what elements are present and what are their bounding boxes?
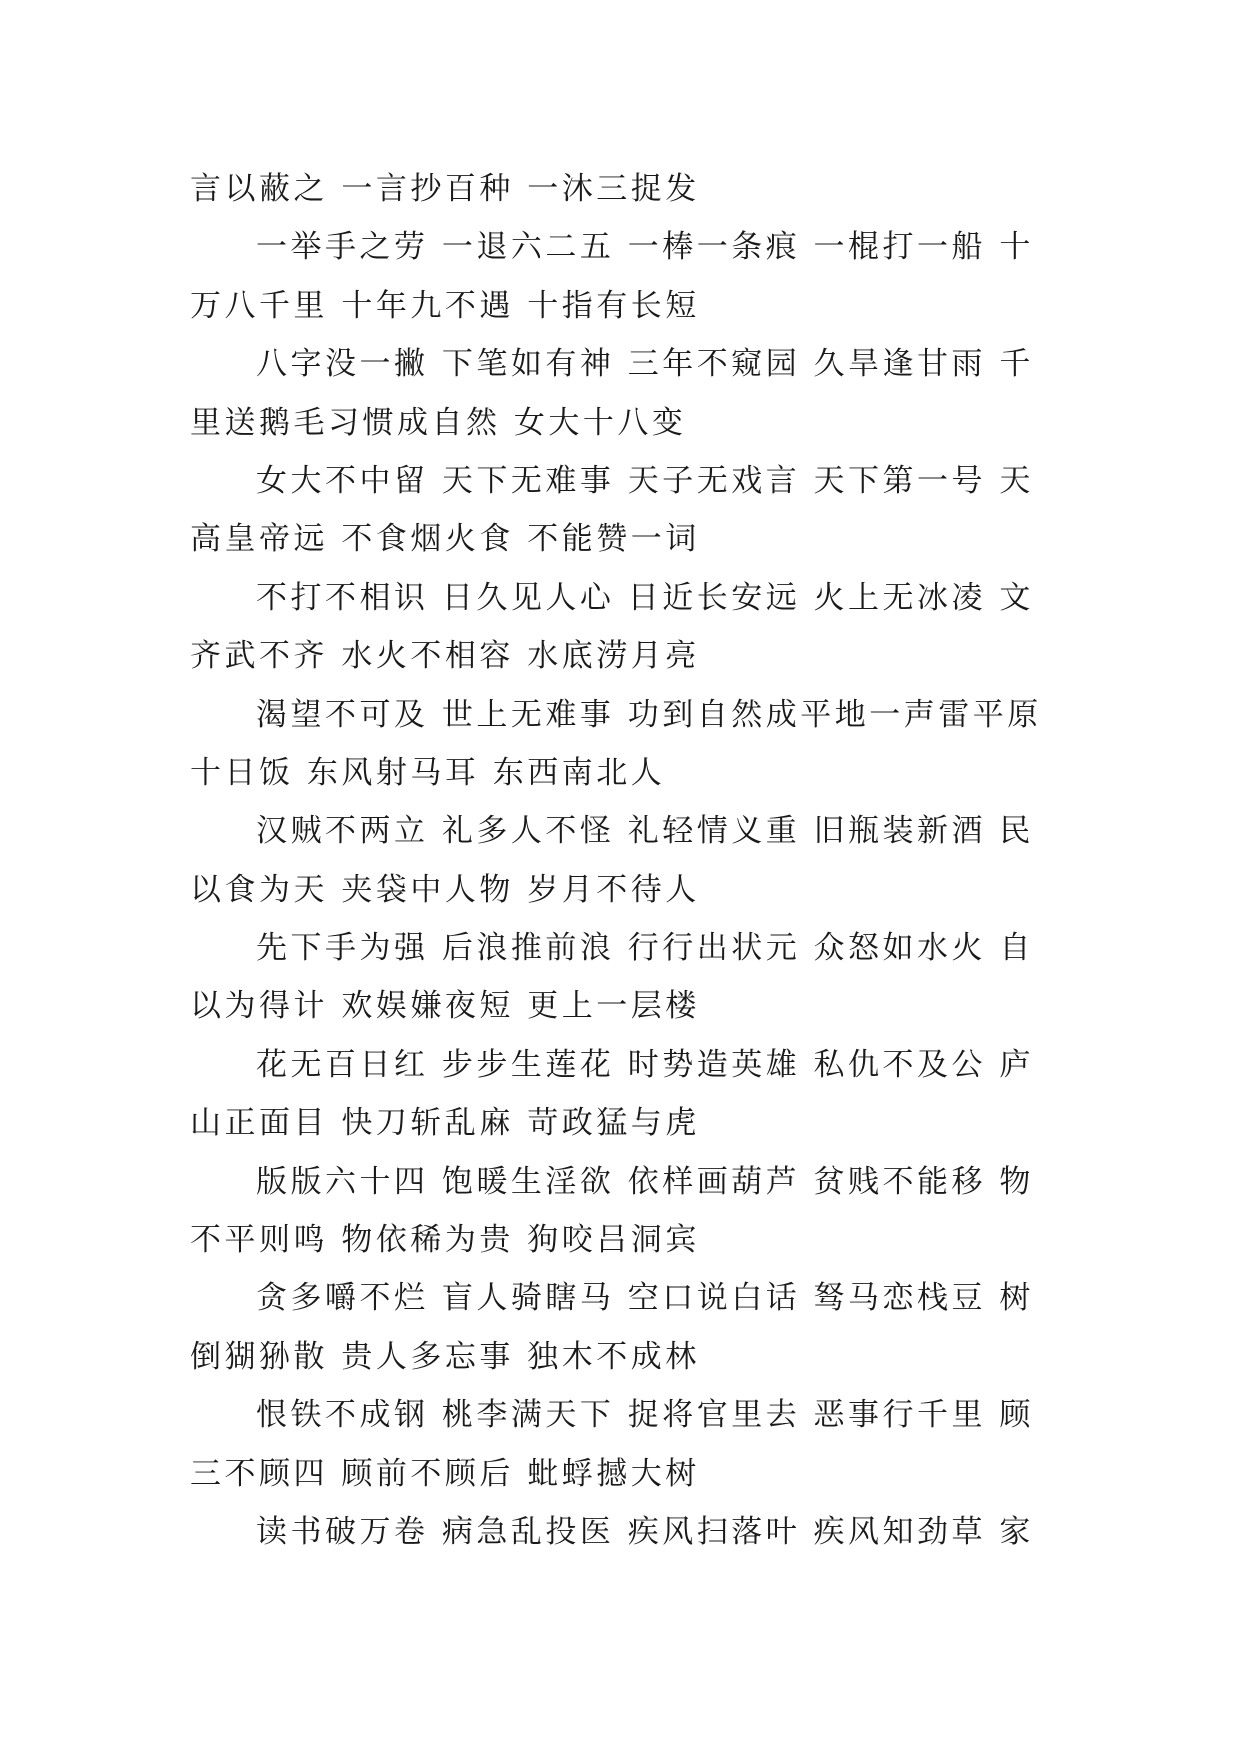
text-line-16: 花无百日红 步步生莲花 时势造英雄 私仇不及公 庐 (256, 1046, 1034, 1083)
text-line-23: 三不顾四 顾前不顾后 蚍蜉撼大树 (190, 1455, 700, 1492)
text-line-22: 恨铁不成钢 桃李满天下 捉将官里去 恶事行千里 顾 (256, 1397, 1034, 1434)
text-line-9: 齐武不齐 水火不相容 水底涝月亮 (190, 638, 700, 675)
text-line-17: 山正面目 快刀斩乱麻 苛政猛与虎 (190, 1105, 700, 1142)
text-line-8: 不打不相识 日久见人心 日近长安远 火上无冰凌 文 (256, 579, 1034, 616)
text-line-24: 读书破万卷 病急乱投医 疾风扫落叶 疾风知劲草 家 (256, 1513, 1034, 1550)
text-line-13: 以食为天 夹袋中人物 岁月不待人 (190, 871, 700, 908)
text-line-21: 倒猢狲散 贵人多忘事 独木不成林 (190, 1338, 700, 1375)
text-line-5: 里送鹅毛习惯成自然 女大十八变 (190, 404, 687, 441)
text-line-12: 汉贼不两立 礼多人不怪 礼轻情义重 旧瓶装新酒 民 (256, 813, 1034, 850)
text-line-18: 版版六十四 饱暖生淫欲 依样画葫芦 贫贱不能移 物 (256, 1163, 1034, 1200)
text-line-20: 贪多嚼不烂 盲人骑瞎马 空口说白话 驽马恋栈豆 树 (256, 1280, 1034, 1317)
text-line-4: 八字没一撇 下笔如有神 三年不窥园 久旱逢甘雨 千 (256, 346, 1034, 383)
text-line-10: 渴望不可及 世上无难事 功到自然成平地一声雷平原 (256, 696, 1042, 733)
document-page (190, 160, 1060, 1561)
text-line-19: 不平则鸣 物依稀为贵 狗咬吕洞宾 (190, 1222, 700, 1259)
text-line-1: 言以蔽之 一言抄百种 一沐三捉发 (190, 171, 700, 207)
text-line-14: 先下手为强 后浪推前浪 行行出状元 众怒如水火 自 (256, 930, 1034, 967)
text-line-15: 以为得计 欢娱嫌夜短 更上一层楼 (190, 988, 700, 1025)
text-line-2: 一举手之劳 一退六二五 一棒一条痕 一棍打一船 十 (256, 229, 1034, 266)
text-line-3: 万八千里 十年九不遇 十指有长短 (190, 287, 700, 324)
text-line-6: 女大不中留 天下无难事 天子无戏言 天下第一号 天 (256, 462, 1034, 499)
text-line-7: 高皇帝远 不食烟火食 不能赞一词 (190, 521, 700, 558)
text-line-11: 十日饭 东风射马耳 东西南北人 (190, 754, 666, 791)
